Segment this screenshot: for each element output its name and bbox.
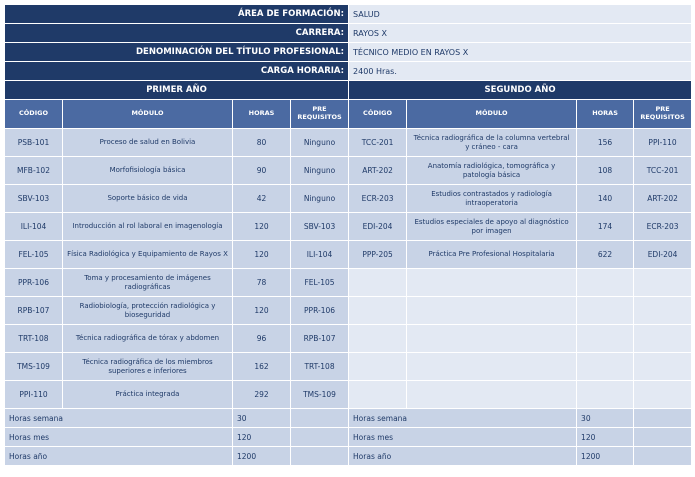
y1-horas-cell: 90 [233,157,291,185]
y1-pre-cell: FEL-105 [291,269,349,297]
y2-total-blank [634,447,692,466]
carrera-value: RAYOS X [349,24,692,43]
totals-row [5,409,692,428]
y1-codigo-cell: PPR-106 [5,269,63,297]
totals-row [5,428,692,447]
y1-horas-cell: 120 [233,213,291,241]
year-title-row [5,81,692,100]
y1-col-codigo: CÓDIGO [5,100,63,129]
y2-empty-cell [407,381,577,409]
y2-empty-cell [407,297,577,325]
primer-ano-title: PRIMER AÑO [5,81,349,100]
y2-empty-cell [577,269,634,297]
table-row [5,185,692,213]
y2-col-horas: HORAS [577,100,634,129]
y1-codigo-cell: RPB-107 [5,297,63,325]
y1-pre-cell: RPB-107 [291,325,349,353]
y2-pre-cell: PPI-110 [634,129,692,157]
y2-total-value: 30 [577,409,634,428]
y2-empty-cell [634,325,692,353]
y2-empty-cell [349,325,407,353]
curriculum-document [4,4,691,466]
y2-codigo-cell: ECR-203 [349,185,407,213]
y2-empty-cell [577,353,634,381]
carga-value: 2400 Hras. [349,62,692,81]
y1-pre-cell: Ninguno [291,157,349,185]
y1-codigo-cell: MFB-102 [5,157,63,185]
y1-codigo-cell: PPI-110 [5,381,63,409]
y2-empty-cell [634,381,692,409]
y2-empty-cell [407,325,577,353]
table-row [5,325,692,353]
carga-label: CARGA HORARIA: [5,62,349,81]
y1-total-blank [291,428,349,447]
y1-col-modulo: MÓDULO [63,100,233,129]
y2-codigo-cell: ART-202 [349,157,407,185]
y1-total-label: Horas mes [5,428,233,447]
y2-total-label: Horas mes [349,428,577,447]
table-row [5,381,692,409]
y1-modulo-cell: Práctica integrada [63,381,233,409]
curriculum-table [4,4,692,466]
y1-horas-cell: 120 [233,241,291,269]
area-label: ÁREA DE FORMACIÓN: [5,5,349,24]
table-row [5,297,692,325]
y1-total-value: 120 [233,428,291,447]
y1-modulo-cell: Técnica radiográfica de tórax y abdomen [63,325,233,353]
y2-pre-cell: ECR-203 [634,213,692,241]
y1-pre-cell: ILI-104 [291,241,349,269]
header-row-area [5,5,692,24]
y2-empty-cell [634,353,692,381]
y2-horas-cell: 174 [577,213,634,241]
table-row [5,353,692,381]
y2-empty-cell [349,381,407,409]
y1-horas-cell: 120 [233,297,291,325]
y1-horas-cell: 292 [233,381,291,409]
y1-horas-cell: 80 [233,129,291,157]
table-row [5,129,692,157]
y2-total-value: 1200 [577,447,634,466]
y1-total-blank [291,409,349,428]
y1-pre-cell: Ninguno [291,129,349,157]
y2-empty-cell [577,381,634,409]
y1-codigo-cell: TMS-109 [5,353,63,381]
y2-modulo-cell: Práctica Pre Profesional Hospitalaria [407,241,577,269]
y1-pre-cell: SBV-103 [291,213,349,241]
header-row-carrera [5,24,692,43]
y1-modulo-cell: Técnica radiográfica de los miembros superiores e inferiores [63,353,233,381]
y2-total-label: Horas semana [349,409,577,428]
titulo-label: DENOMINACIÓN DEL TÍTULO PROFESIONAL: [5,43,349,62]
y1-modulo-cell: Introducción al rol laboral en imagenología [63,213,233,241]
y1-total-label: Horas año [5,447,233,466]
y2-empty-cell [349,269,407,297]
y2-col-pre: PRE REQUISITOS [634,100,692,129]
y1-horas-cell: 162 [233,353,291,381]
y2-empty-cell [634,269,692,297]
y2-pre-cell: ART-202 [634,185,692,213]
totals-row [5,447,692,466]
column-header-row [5,100,692,129]
y1-horas-cell: 78 [233,269,291,297]
y1-codigo-cell: PSB-101 [5,129,63,157]
y1-pre-cell: TMS-109 [291,381,349,409]
y2-col-codigo: CÓDIGO [349,100,407,129]
header-row-carga [5,62,692,81]
y2-modulo-cell: Técnica radiográfica de la columna vertebral y cráneo - cara [407,129,577,157]
y1-total-label: Horas semana [5,409,233,428]
area-value: SALUD [349,5,692,24]
y2-empty-cell [407,353,577,381]
total-rows [5,409,692,466]
y2-horas-cell: 156 [577,129,634,157]
y1-modulo-cell: Toma y procesamiento de imágenes radiográficas [63,269,233,297]
y1-modulo-cell: Proceso de salud en Bolivia [63,129,233,157]
y1-modulo-cell: Morfofisiología básica [63,157,233,185]
y1-codigo-cell: SBV-103 [5,185,63,213]
y2-empty-cell [634,297,692,325]
y2-pre-cell: EDI-204 [634,241,692,269]
y2-codigo-cell: TCC-201 [349,129,407,157]
table-row [5,213,692,241]
table-row [5,157,692,185]
y1-pre-cell: TRT-108 [291,353,349,381]
y1-col-horas: HORAS [233,100,291,129]
y1-pre-cell: Ninguno [291,185,349,213]
y1-codigo-cell: FEL-105 [5,241,63,269]
y2-empty-cell [407,269,577,297]
y2-horas-cell: 622 [577,241,634,269]
table-row [5,269,692,297]
table-row [5,241,692,269]
header-row-titulo [5,43,692,62]
y2-empty-cell [349,353,407,381]
y2-empty-cell [349,297,407,325]
y2-pre-cell: TCC-201 [634,157,692,185]
y1-horas-cell: 96 [233,325,291,353]
y1-total-value: 30 [233,409,291,428]
segundo-ano-title: SEGUNDO AÑO [349,81,692,100]
y2-codigo-cell: EDI-204 [349,213,407,241]
titulo-value: TÉCNICO MEDIO EN RAYOS X [349,43,692,62]
y2-col-modulo: MÓDULO [407,100,577,129]
y1-modulo-cell: Radiobiología, protección radiológica y bioseguridad [63,297,233,325]
y1-horas-cell: 42 [233,185,291,213]
y1-total-blank [291,447,349,466]
y2-horas-cell: 108 [577,157,634,185]
y2-total-blank [634,428,692,447]
module-rows [5,129,692,409]
y1-codigo-cell: ILI-104 [5,213,63,241]
carrera-label: CARRERA: [5,24,349,43]
y2-horas-cell: 140 [577,185,634,213]
y1-codigo-cell: TRT-108 [5,325,63,353]
y2-empty-cell [577,325,634,353]
y2-total-blank [634,409,692,428]
y1-total-value: 1200 [233,447,291,466]
y1-modulo-cell: Física Radiológica y Equipamiento de Rayos X [63,241,233,269]
y1-col-pre: PRE REQUISITOS [291,100,349,129]
y2-modulo-cell: Estudios especiales de apoyo al diagnóstico por imagen [407,213,577,241]
y2-modulo-cell: Anatomía radiológica, tomográfica y patología básica [407,157,577,185]
y2-total-value: 120 [577,428,634,447]
y2-total-label: Horas año [349,447,577,466]
y2-empty-cell [577,297,634,325]
y1-pre-cell: PPR-106 [291,297,349,325]
y1-modulo-cell: Soporte básico de vida [63,185,233,213]
y2-codigo-cell: PPP-205 [349,241,407,269]
y2-modulo-cell: Estudios contrastados y radiología intraoperatoria [407,185,577,213]
